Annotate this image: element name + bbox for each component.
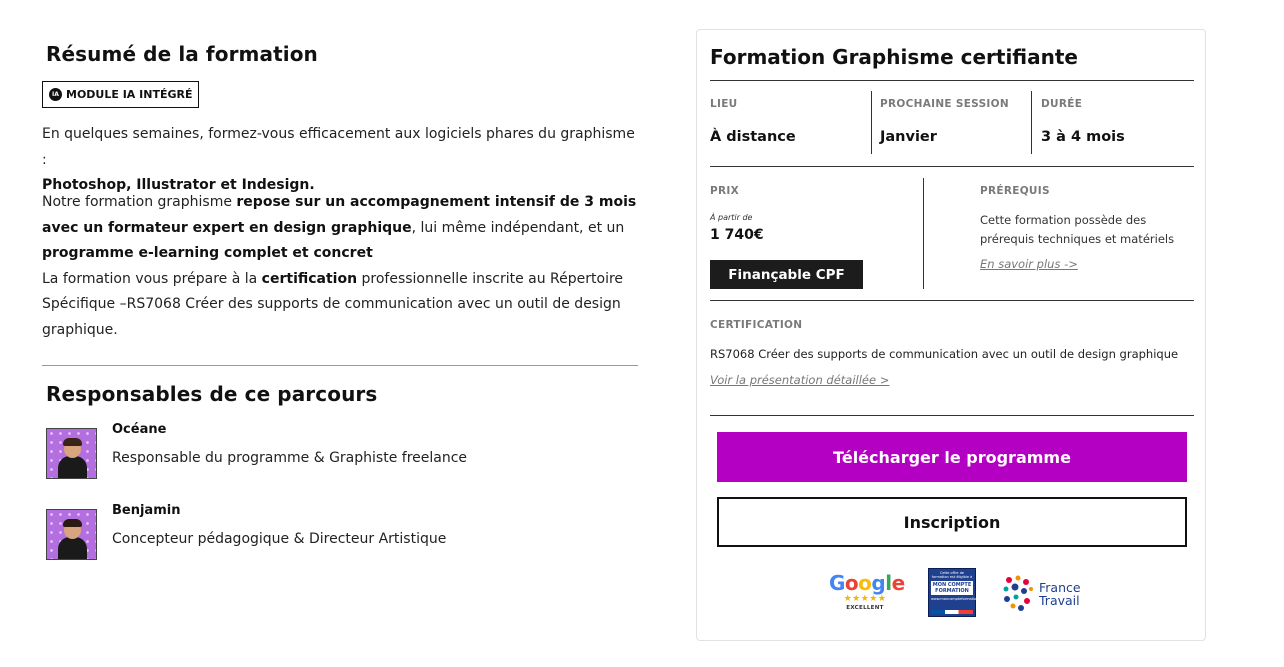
google-caption: EXCELLENT bbox=[846, 605, 884, 611]
cert-label: CERTIFICATION bbox=[710, 319, 803, 331]
avatar bbox=[46, 509, 97, 560]
divider bbox=[871, 91, 872, 154]
session-label: PROCHAINE SESSION bbox=[880, 98, 1009, 110]
star-rating-icon: ★★★★★ bbox=[843, 594, 887, 604]
avatar bbox=[46, 428, 97, 479]
person-name: Océane bbox=[112, 422, 167, 437]
prix-label: PRIX bbox=[710, 185, 739, 197]
section-title-responsables: Responsables de ce parcours bbox=[46, 382, 378, 406]
desc-part-e: La formation vous prépare à la bbox=[42, 270, 262, 287]
intro-line1: En quelques semaines, formez-vous efficacement aux logiciels phares du graphisme : bbox=[42, 126, 635, 168]
person-name: Benjamin bbox=[112, 503, 181, 518]
formation-card bbox=[696, 29, 1206, 641]
ia-badge-label: MODULE IA INTÉGRÉ bbox=[66, 88, 193, 101]
divider bbox=[42, 365, 638, 366]
intro-software: Photoshop, Illustrator et Indesign. bbox=[42, 177, 315, 193]
google-word: Google bbox=[829, 571, 905, 595]
google-reviews-logo bbox=[829, 571, 905, 616]
card-title: Formation Graphisme certifiante bbox=[710, 45, 1078, 69]
inscription-button[interactable]: Inscription bbox=[717, 497, 1187, 547]
ia-module-badge bbox=[42, 81, 199, 108]
section-title-resume: Résumé de la formation bbox=[46, 42, 318, 66]
trust-logos bbox=[697, 566, 1207, 622]
divider bbox=[710, 415, 1194, 416]
france-travail-icon bbox=[1001, 574, 1035, 612]
prix-value: 1 740€ bbox=[710, 227, 764, 243]
divider bbox=[923, 178, 924, 289]
intro-paragraph bbox=[42, 122, 642, 199]
prerequis-label: PRÉREQUIS bbox=[980, 185, 1050, 197]
prix-note: À partir de bbox=[710, 213, 753, 222]
desc-part-g: professionnelle inscrite au Répertoire Spécifique –RS7068 Créer des supports de communication avec un outil de design graphique. bbox=[42, 270, 624, 338]
desc-part-c: , lui même indépendant, et un bbox=[411, 219, 625, 236]
lieu-value: À distance bbox=[710, 129, 796, 145]
desc-part-f: certification bbox=[261, 270, 358, 287]
desc-part-b: repose sur un accompagnement intensif de 3 mois avec un formateur expert en design graphique bbox=[42, 194, 637, 236]
divider bbox=[710, 80, 1194, 81]
divider bbox=[1031, 91, 1032, 154]
download-program-button[interactable]: Télécharger le programme bbox=[717, 432, 1187, 482]
duree-label: DURÉE bbox=[1041, 98, 1083, 110]
description-paragraph bbox=[42, 190, 642, 343]
desc-part-a: Notre formation graphisme bbox=[42, 194, 237, 210]
desc-part-d: programme e-learning complet et concret bbox=[42, 245, 373, 261]
session-value: Janvier bbox=[880, 129, 937, 145]
person-role: Responsable du programme & Graphiste freelance bbox=[112, 450, 468, 466]
person-role: Concepteur pédagogique & Directeur Artistique bbox=[112, 531, 447, 547]
mon-compte-formation-logo: Cette offre de formation est éligible à MON COMPTE FORMATION www.moncompteformation.gouv.fr bbox=[928, 568, 976, 617]
cert-link[interactable]: Voir la présentation détaillée > bbox=[710, 373, 890, 387]
ia-logo-icon: IA bbox=[49, 88, 62, 101]
prerequis-link[interactable]: En savoir plus -> bbox=[980, 257, 1078, 271]
ft-line2: Travail bbox=[1039, 593, 1080, 608]
cpf-badge: Finançable CPF bbox=[710, 260, 863, 289]
divider bbox=[710, 166, 1194, 167]
divider bbox=[710, 300, 1194, 301]
duree-value: 3 à 4 mois bbox=[1041, 129, 1125, 145]
prerequis-text: Cette formation possède des prérequis techniques et matériels bbox=[980, 213, 1175, 246]
cert-text: RS7068 Créer des supports de communication avec un outil de design graphique bbox=[710, 347, 1179, 361]
lieu-label: LIEU bbox=[710, 98, 738, 110]
ft-line1: France bbox=[1039, 580, 1081, 595]
france-travail-logo bbox=[1001, 574, 1091, 614]
